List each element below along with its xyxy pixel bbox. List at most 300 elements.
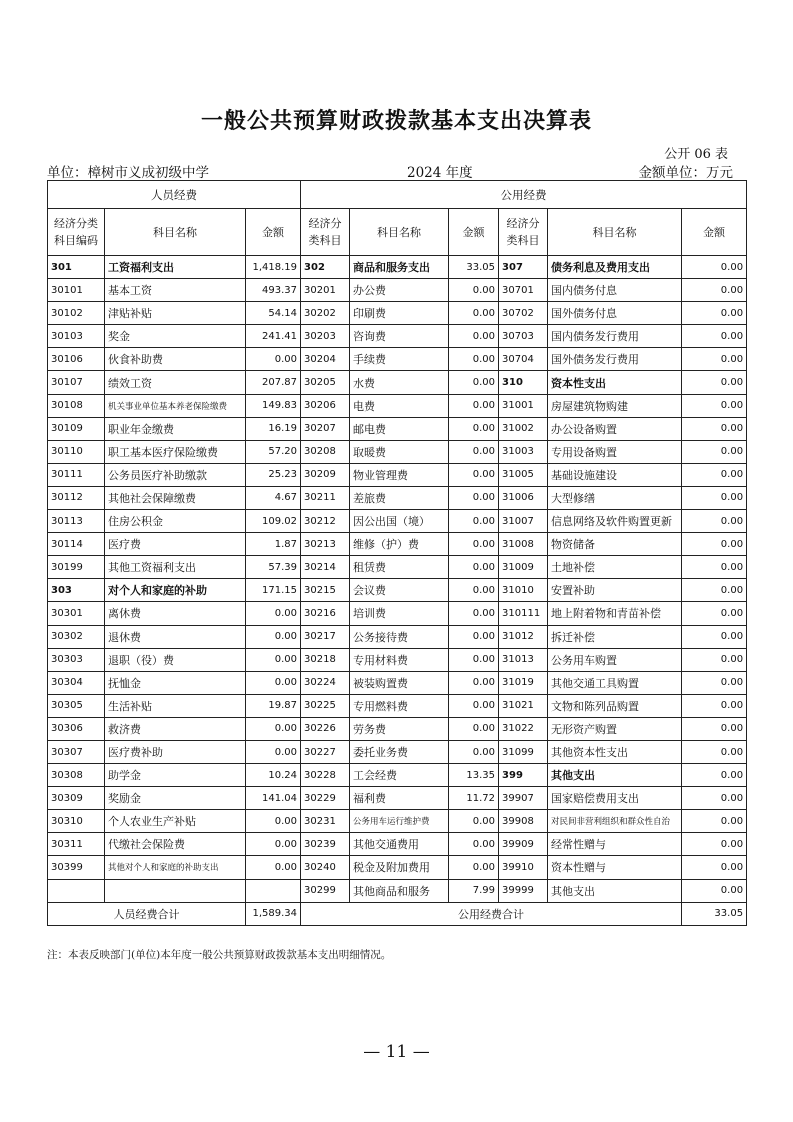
account-name: 国家赔偿费用支出 <box>548 787 682 810</box>
table-row <box>48 302 747 325</box>
account-code: 30304 <box>48 671 105 694</box>
amount: 0.00 <box>682 486 747 509</box>
account-code: 30217 <box>301 625 350 648</box>
account-name: 经常性赠与 <box>548 833 682 856</box>
amount: 0.00 <box>449 510 499 533</box>
account-name: 被装购置费 <box>350 671 449 694</box>
amount: 0.00 <box>246 740 301 763</box>
group-header-row <box>48 181 747 209</box>
account-name: 其他交通费用 <box>350 833 449 856</box>
account-name: 专用燃料费 <box>350 694 449 717</box>
account-name: 医疗费 <box>105 533 246 556</box>
amount: 0.00 <box>682 879 747 902</box>
amount: 54.14 <box>246 302 301 325</box>
account-code: 39999 <box>499 879 548 902</box>
account-name: 个人农业生产补贴 <box>105 810 246 833</box>
account-code: 30214 <box>301 556 350 579</box>
account-code: 310111 <box>499 602 548 625</box>
amount: 0.00 <box>682 440 747 463</box>
account-name: 差旅费 <box>350 486 449 509</box>
amount: 4.67 <box>246 486 301 509</box>
table-row <box>48 579 747 602</box>
account-code: 31009 <box>499 556 548 579</box>
account-name: 电费 <box>350 394 449 417</box>
account-name: 土地补偿 <box>548 556 682 579</box>
table-row <box>48 279 747 302</box>
account-code: 31019 <box>499 671 548 694</box>
table-row <box>48 717 747 740</box>
account-name: 医疗费补助 <box>105 740 246 763</box>
account-name: 信息网络及软件购置更新 <box>548 510 682 533</box>
account-code: 307 <box>499 256 548 279</box>
account-code: 30213 <box>301 533 350 556</box>
account-name: 专用材料费 <box>350 648 449 671</box>
account-code: 30310 <box>48 810 105 833</box>
table-row <box>48 556 747 579</box>
account-name: 工资福利支出 <box>105 256 246 279</box>
table-row <box>48 348 747 371</box>
account-code: 30226 <box>301 717 350 740</box>
account-code: 30224 <box>301 671 350 694</box>
account-name: 国外债务付息 <box>548 302 682 325</box>
account-code: 30231 <box>301 810 350 833</box>
amount: 13.35 <box>449 764 499 787</box>
account-code: 39907 <box>499 787 548 810</box>
account-code: 31010 <box>499 579 548 602</box>
table-row <box>48 417 747 440</box>
account-code: 30205 <box>301 371 350 394</box>
header-amount: 金额 <box>449 209 499 256</box>
amount: 0.00 <box>449 810 499 833</box>
account-code: 30305 <box>48 694 105 717</box>
account-code: 30299 <box>301 879 350 902</box>
account-name: 福利费 <box>350 787 449 810</box>
account-name: 物业管理费 <box>350 463 449 486</box>
table-row <box>48 371 747 394</box>
amount: 0.00 <box>449 302 499 325</box>
amount: 0.00 <box>682 348 747 371</box>
account-code: 30201 <box>301 279 350 302</box>
table-row <box>48 879 747 902</box>
amount: 0.00 <box>449 740 499 763</box>
amount: 0.00 <box>449 833 499 856</box>
account-name: 退休费 <box>105 625 246 648</box>
column-header-row <box>48 209 747 256</box>
account-code: 30113 <box>48 510 105 533</box>
amount: 0.00 <box>449 648 499 671</box>
account-name: 取暖费 <box>350 440 449 463</box>
amount: 0.00 <box>449 602 499 625</box>
table-row <box>48 486 747 509</box>
account-code: 30229 <box>301 787 350 810</box>
page-title: 一般公共预算财政拨款基本支出决算表 <box>200 108 592 134</box>
account-name: 会议费 <box>350 579 449 602</box>
account-name: 其他资本性支出 <box>548 740 682 763</box>
account-code: 30110 <box>48 440 105 463</box>
amount: 0.00 <box>449 417 499 440</box>
amount: 0.00 <box>246 671 301 694</box>
amount: 10.24 <box>246 764 301 787</box>
account-name <box>105 879 246 902</box>
account-code <box>48 879 105 902</box>
table-row <box>48 394 747 417</box>
amount: 0.00 <box>682 371 747 394</box>
account-name: 印刷费 <box>350 302 449 325</box>
account-name: 职工基本医疗保险缴费 <box>105 440 246 463</box>
account-name: 工会经费 <box>350 764 449 787</box>
account-name: 大型修缮 <box>548 486 682 509</box>
account-name: 资本性赠与 <box>548 856 682 879</box>
amount: 0.00 <box>682 602 747 625</box>
account-name: 咨询费 <box>350 325 449 348</box>
account-code: 301 <box>48 256 105 279</box>
table-row <box>48 671 747 694</box>
account-name: 其他对个人和家庭的补助支出 <box>105 856 246 879</box>
account-code: 30225 <box>301 694 350 717</box>
personnel-total-amount: 1,589.34 <box>246 902 301 925</box>
table-row <box>48 602 747 625</box>
account-code: 30301 <box>48 602 105 625</box>
account-name: 公务员医疗补助缴款 <box>105 463 246 486</box>
amount: 0.00 <box>449 486 499 509</box>
table-row <box>48 463 747 486</box>
amount: 0.00 <box>246 625 301 648</box>
table-row <box>48 625 747 648</box>
amount: 0.00 <box>682 579 747 602</box>
amount: 7.99 <box>449 879 499 902</box>
account-code: 30308 <box>48 764 105 787</box>
header-amount: 金额 <box>246 209 301 256</box>
account-name: 抚恤金 <box>105 671 246 694</box>
account-name: 资本性支出 <box>548 371 682 394</box>
account-code: 30114 <box>48 533 105 556</box>
table-row <box>48 833 747 856</box>
account-code: 39910 <box>499 856 548 879</box>
account-code: 30240 <box>301 856 350 879</box>
amount: 0.00 <box>682 833 747 856</box>
group-public: 公用经费 <box>301 181 747 209</box>
header-amount: 金额 <box>682 209 747 256</box>
amount: 0.00 <box>682 256 747 279</box>
amount: 171.15 <box>246 579 301 602</box>
account-name: 安置补助 <box>548 579 682 602</box>
amount: 0.00 <box>449 856 499 879</box>
table-row <box>48 764 747 787</box>
account-name: 拆迁补偿 <box>548 625 682 648</box>
account-name: 债务利息及费用支出 <box>548 256 682 279</box>
amount: 0.00 <box>449 440 499 463</box>
amount: 0.00 <box>682 302 747 325</box>
account-code: 30309 <box>48 787 105 810</box>
account-code: 30206 <box>301 394 350 417</box>
account-code: 30303 <box>48 648 105 671</box>
amount: 0.00 <box>449 579 499 602</box>
amount: 19.87 <box>246 694 301 717</box>
header-code: 经济分类科目 <box>499 209 548 256</box>
account-name: 代缴社会保险费 <box>105 833 246 856</box>
amount: 0.00 <box>449 671 499 694</box>
amount: 11.72 <box>449 787 499 810</box>
account-code: 30202 <box>301 302 350 325</box>
account-name: 职业年金缴费 <box>105 417 246 440</box>
account-name: 机关事业单位基本养老保险缴费 <box>105 394 246 417</box>
account-code: 30106 <box>48 348 105 371</box>
table-row <box>48 325 747 348</box>
amount: 0.00 <box>682 671 747 694</box>
amount: 25.23 <box>246 463 301 486</box>
money-unit: 金额单位：万元 <box>638 165 733 181</box>
fiscal-year: 2024 年度 <box>407 165 473 181</box>
account-code: 31022 <box>499 717 548 740</box>
table-row <box>48 740 747 763</box>
account-name: 文物和陈列品购置 <box>548 694 682 717</box>
account-code: 30211 <box>301 486 350 509</box>
account-name: 津贴补贴 <box>105 302 246 325</box>
amount: 0.00 <box>246 833 301 856</box>
account-code: 30215 <box>301 579 350 602</box>
account-name: 办公设备购置 <box>548 417 682 440</box>
account-code: 30208 <box>301 440 350 463</box>
amount: 0.00 <box>449 694 499 717</box>
account-name: 公务用车购置 <box>548 648 682 671</box>
amount: 0.00 <box>682 717 747 740</box>
amount: 241.41 <box>246 325 301 348</box>
form-number: 公开 06 表 <box>664 147 728 162</box>
account-name: 培训费 <box>350 602 449 625</box>
account-name: 专用设备购置 <box>548 440 682 463</box>
table-row <box>48 256 747 279</box>
account-code: 39908 <box>499 810 548 833</box>
account-name: 委托业务费 <box>350 740 449 763</box>
account-name: 其他支出 <box>548 764 682 787</box>
account-code: 30103 <box>48 325 105 348</box>
header-name: 科目名称 <box>350 209 449 256</box>
footnote: 注：本表反映部门(单位)本年度一般公共预算财政拨款基本支出明细情况。 <box>47 949 392 961</box>
account-name: 办公费 <box>350 279 449 302</box>
account-code: 31012 <box>499 625 548 648</box>
account-code: 30399 <box>48 856 105 879</box>
account-name: 地上附着物和青苗补偿 <box>548 602 682 625</box>
account-name: 水费 <box>350 371 449 394</box>
table-row <box>48 440 747 463</box>
amount: 0.00 <box>682 740 747 763</box>
table-row <box>48 810 747 833</box>
account-name: 国内债务付息 <box>548 279 682 302</box>
amount: 0.00 <box>246 856 301 879</box>
account-code: 30207 <box>301 417 350 440</box>
account-code: 31005 <box>499 463 548 486</box>
account-name: 劳务费 <box>350 717 449 740</box>
account-name: 基础设施建设 <box>548 463 682 486</box>
amount: 0.00 <box>449 533 499 556</box>
amount: 1.87 <box>246 533 301 556</box>
account-name: 其他社会保障缴费 <box>105 486 246 509</box>
amount: 57.39 <box>246 556 301 579</box>
amount: 0.00 <box>449 371 499 394</box>
account-name: 国内债务发行费用 <box>548 325 682 348</box>
totals-row <box>48 902 747 925</box>
table-row <box>48 648 747 671</box>
account-name: 对民间非营利组织和群众性自治 <box>548 810 682 833</box>
amount: 493.37 <box>246 279 301 302</box>
account-code: 30703 <box>499 325 548 348</box>
account-code: 30239 <box>301 833 350 856</box>
amount: 57.20 <box>246 440 301 463</box>
amount: 0.00 <box>246 648 301 671</box>
amount: 0.00 <box>449 463 499 486</box>
amount: 0.00 <box>682 417 747 440</box>
amount: 149.83 <box>246 394 301 417</box>
account-code: 30209 <box>301 463 350 486</box>
amount: 109.02 <box>246 510 301 533</box>
page-number: — 11 — <box>363 1042 430 1062</box>
account-code: 31002 <box>499 417 548 440</box>
account-name: 其他工资福利支出 <box>105 556 246 579</box>
account-name: 救济费 <box>105 717 246 740</box>
account-name: 绩效工资 <box>105 371 246 394</box>
amount: 0.00 <box>449 717 499 740</box>
amount: 0.00 <box>682 787 747 810</box>
account-code: 30306 <box>48 717 105 740</box>
header-name: 科目名称 <box>548 209 682 256</box>
account-name: 离休费 <box>105 602 246 625</box>
amount: 1,418.19 <box>246 256 301 279</box>
amount: 0.00 <box>449 625 499 648</box>
account-code: 30108 <box>48 394 105 417</box>
amount: 0.00 <box>246 810 301 833</box>
account-code: 30112 <box>48 486 105 509</box>
account-name: 房屋建筑物购建 <box>548 394 682 417</box>
amount: 0.00 <box>246 602 301 625</box>
amount <box>246 879 301 902</box>
account-code: 30212 <box>301 510 350 533</box>
account-code: 30704 <box>499 348 548 371</box>
account-name: 商品和服务支出 <box>350 256 449 279</box>
public-total-amount: 33.05 <box>682 902 747 925</box>
account-code: 303 <box>48 579 105 602</box>
amount: 0.00 <box>246 717 301 740</box>
header-name: 科目名称 <box>105 209 246 256</box>
amount: 0.00 <box>682 764 747 787</box>
amount: 0.00 <box>682 856 747 879</box>
table-row <box>48 856 747 879</box>
amount: 0.00 <box>449 279 499 302</box>
account-code: 30307 <box>48 740 105 763</box>
account-code: 310 <box>499 371 548 394</box>
account-code: 30102 <box>48 302 105 325</box>
amount: 0.00 <box>449 348 499 371</box>
account-code: 30228 <box>301 764 350 787</box>
account-name: 国外债务发行费用 <box>548 348 682 371</box>
account-code: 31001 <box>499 394 548 417</box>
account-code: 30702 <box>499 302 548 325</box>
amount: 207.87 <box>246 371 301 394</box>
amount: 0.00 <box>682 694 747 717</box>
account-code: 30107 <box>48 371 105 394</box>
unit-name: 单位：樟树市义成初级中学 <box>47 165 209 181</box>
account-name: 伙食补助费 <box>105 348 246 371</box>
amount: 0.00 <box>682 279 747 302</box>
table-row <box>48 533 747 556</box>
account-name: 租赁费 <box>350 556 449 579</box>
header-code: 经济分类科目编码 <box>48 209 105 256</box>
account-name: 公务用车运行维护费 <box>350 810 449 833</box>
account-code: 30101 <box>48 279 105 302</box>
public-total-label: 公用经费合计 <box>301 902 682 925</box>
amount: 0.00 <box>449 325 499 348</box>
account-name: 基本工资 <box>105 279 246 302</box>
account-name: 邮电费 <box>350 417 449 440</box>
account-name: 奖励金 <box>105 787 246 810</box>
amount: 0.00 <box>682 533 747 556</box>
personnel-total-label: 人员经费合计 <box>48 902 246 925</box>
amount: 16.19 <box>246 417 301 440</box>
account-code: 31006 <box>499 486 548 509</box>
expenditure-table <box>47 180 747 926</box>
amount: 0.00 <box>682 325 747 348</box>
amount: 0.00 <box>449 556 499 579</box>
header-code: 经济分类科目 <box>301 209 350 256</box>
table-row <box>48 787 747 810</box>
amount: 0.00 <box>682 648 747 671</box>
account-name: 公务接待费 <box>350 625 449 648</box>
amount: 0.00 <box>682 556 747 579</box>
account-code: 31099 <box>499 740 548 763</box>
account-code: 302 <box>301 256 350 279</box>
account-name: 其他交通工具购置 <box>548 671 682 694</box>
account-code: 30203 <box>301 325 350 348</box>
account-name: 住房公积金 <box>105 510 246 533</box>
amount: 141.04 <box>246 787 301 810</box>
account-code: 399 <box>499 764 548 787</box>
account-code: 30204 <box>301 348 350 371</box>
group-personnel: 人员经费 <box>48 181 301 209</box>
account-code: 30227 <box>301 740 350 763</box>
account-name: 维修（护）费 <box>350 533 449 556</box>
account-name: 其他商品和服务 <box>350 879 449 902</box>
account-code: 30109 <box>48 417 105 440</box>
account-code: 31008 <box>499 533 548 556</box>
account-code: 30701 <box>499 279 548 302</box>
account-name: 手续费 <box>350 348 449 371</box>
amount: 0.00 <box>682 810 747 833</box>
account-name: 无形资产购置 <box>548 717 682 740</box>
amount: 0.00 <box>682 510 747 533</box>
account-name: 生活补贴 <box>105 694 246 717</box>
amount: 33.05 <box>449 256 499 279</box>
account-name: 奖金 <box>105 325 246 348</box>
account-name: 其他支出 <box>548 879 682 902</box>
account-name: 助学金 <box>105 764 246 787</box>
table-row <box>48 694 747 717</box>
meta-line <box>47 161 747 179</box>
amount: 0.00 <box>246 348 301 371</box>
account-code: 31007 <box>499 510 548 533</box>
amount: 0.00 <box>682 394 747 417</box>
amount: 0.00 <box>682 625 747 648</box>
account-code: 30302 <box>48 625 105 648</box>
account-code: 31013 <box>499 648 548 671</box>
account-code: 31003 <box>499 440 548 463</box>
account-name: 对个人和家庭的补助 <box>105 579 246 602</box>
account-code: 30216 <box>301 602 350 625</box>
account-code: 30311 <box>48 833 105 856</box>
amount: 0.00 <box>682 463 747 486</box>
account-code: 30111 <box>48 463 105 486</box>
account-code: 39909 <box>499 833 548 856</box>
table-row <box>48 510 747 533</box>
amount: 0.00 <box>449 394 499 417</box>
